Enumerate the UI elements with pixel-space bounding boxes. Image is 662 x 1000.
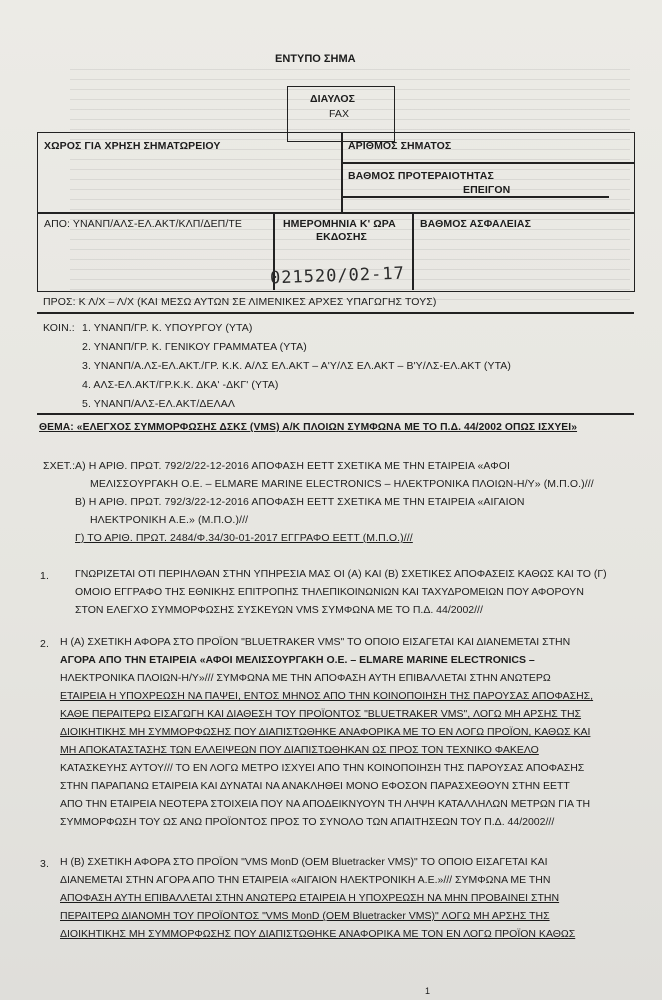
- ref-line: Α) Η ΑΡΙΘ. ΠΡΩΤ. 792/2/22-12-2016 ΑΠΟΦΑΣΗ ΕΕΤΤ ΣΧΕΤΙΚΑ ΜΕ ΤΗΝ ΕΤΑΙΡΕΙΑ «ΑΦΟΙ: [75, 460, 510, 472]
- paragraph-line: ΠΕΡΑΙΤΕΡΩ ΔΙΑΝΟΜΗ ΤΟΥ ΠΡΟΪΟΝΤΟΣ "VMS MonD (OEM Bluetracker VMS)" ΛΟΓΩ ΜΗ ΑΡΣΗΣ ΤΗΣ: [60, 910, 550, 922]
- from-line: ΑΠΟ: ΥΝΑΝΠ/ΑΛΣ-ΕΛ.ΑΚΤ/ΚΛΠ/ΔΕΠ/ΤΕ: [44, 218, 242, 230]
- koin-label: ΚΟΙΝ.:: [43, 322, 75, 334]
- paragraph-line: ΚΑΤΑΣΚΕΥΗΣ ΑΥΤΟΥ/// ΤΟ ΕΝ ΛΟΓΩ ΜΕΤΡΟ ΙΣΧΥΕΙ ΑΠΟ ΤΗΝ ΚΟΙΝΟΠΟΙΗΣΗ ΤΗΣ ΠΑΡΟΥΣΑΣ ΑΠΟΦΑΣΗΣ: [60, 762, 585, 774]
- table-divider: [37, 212, 634, 214]
- paragraph-line: ΣΤΟΝ ΕΛΕΓΧΟ ΣΥΜΜΟΡΦΩΣΗΣ ΣΥΣΚΕΥΩΝ VMS ΣΥΜΦΩΝΑ ΜΕ ΤΟ Π.Δ. 44/2002///: [75, 604, 483, 616]
- koin-item: 3. ΥΝΑΝΠ/Α.ΛΣ-ΕΛ.ΑΚΤ./ΓΡ. Κ.Κ. Α/ΛΣ ΕΛ.ΑΚΤ – Α'Υ/ΛΣ ΕΛ.ΑΚΤ – Β'Υ/ΛΣ-ΕΛ.ΑΚΤ (ΥΤΑ): [82, 360, 512, 372]
- ref-line: ΜΕΛΙΣΣΟΥΡΓΑΚΗ Ο.Ε. – ELMARE MARINE ELECTRONICS – ΗΛΕΚΤΡΟΝΙΚΑ ΠΛΟΙΩΝ-Η/Υ» (Μ.Π.Ο.)///: [90, 478, 594, 490]
- paragraph-line: Η (Α) ΣΧΕΤΙΚΗ ΑΦΟΡΑ ΣΤΟ ΠΡΟΪΟΝ "BLUETRAKER VMS" ΤΟ ΟΠΟΙΟ ΕΙΣΑΓΕΤΑΙ ΚΑΙ ΔΙΑΝΕΜΕΤΑΙ ΣΤΗΝ: [60, 636, 571, 648]
- paragraph-line: ΑΠΟΦΑΣΗ ΑΥΤΗ ΕΠΙΒΑΛΛΕΤΑΙ ΣΤΗΝ ΑΝΩΤΕΡΩ ΕΤΑΙΡΕΙΑ Η ΥΠΟΧΡΕΩΣΗ ΝΑ ΜΗΝ ΠΡΟΒΑΙΝΕΙ ΣΤΗΝ: [60, 892, 560, 904]
- subject-line: ΘΕΜΑ: «ΕΛΕΓΧΟΣ ΣΥΜΜΟΡΦΩΣΗΣ ΔΣΚΣ (VMS) Α/Κ ΠΛΟΙΩΝ ΣΥΜΦΩΝΑ ΜΕ ΤΟ Π.Δ. 44/2002 ΟΠΩΣ ΙΣΧΥΕΙ»: [39, 422, 578, 433]
- paragraph-line: ΑΓΟΡΑ ΑΠΟ ΤΗΝ ΕΤΑΙΡΕΙΑ «ΑΦΟΙ ΜΕΛΙΣΣΟΥΡΓΑΚΗ Ο.Ε. – ELMARE MARINE ELECTRONICS –: [60, 654, 535, 666]
- koin-item: 2. ΥΝΑΝΠ/ΓΡ. Κ. ΓΕΝΙΚΟΥ ΓΡΑΜΜΑΤΕΑ (ΥΤΑ): [82, 341, 307, 353]
- paragraph-line: ΟΜΟΙΟ ΕΓΓΡΑΦΟ ΤΗΣ ΕΘΝΙΚΗΣ ΕΠΙΤΡΟΠΗΣ ΤΗΛΕΠΙΚΟΙΝΩΝΙΩΝ ΚΑΙ ΤΑΧΥΔΡΟΜΕΙΩΝ ΠΟΥ ΑΦΟΡΟΥΝ: [75, 586, 584, 598]
- channel-label: ΔΙΑΥΛΟΣ: [310, 93, 356, 105]
- paragraph-line: ΜΗ ΑΠΟΚΑΤΑΣΤΑΣΗΣ ΤΩΝ ΕΛΛΕΙΨΕΩΝ ΠΟΥ ΔΙΑΠΙΣΤΩΘΗΚΑΝ ΩΣ ΠΡΟΣ ΤΟΝ ΤΕΧΝΙΚΟ ΦΑΚΕΛΟ: [60, 744, 539, 756]
- channel-value: FAX: [329, 108, 350, 120]
- paragraph-1: [75, 565, 630, 619]
- refs-label: ΣΧΕΤ.:: [43, 460, 76, 472]
- security-label: ΒΑΘΜΟΣ ΑΣΦΑΛΕΙΑΣ: [420, 218, 532, 230]
- priority-label: ΒΑΘΜΟΣ ΠΡΟΤΕΡΑΙΟΤΗΤΑΣ: [348, 170, 494, 182]
- paragraph-line: ΚΑΘΕ ΠΕΡΑΙΤΕΡΩ ΕΙΣΑΓΩΓΗ ΚΑΙ ΔΙΑΘΕΣΗ ΤΟΥ ΠΡΟΪΟΝΤΟΣ "BLUETRAKER VMS", ΛΟΓΩ ΜΗ ΑΡΣΗΣ ΤΗΣ: [60, 708, 582, 720]
- paragraph-line: ΗΛΕΚΤΡΟΝΙΚΑ ΠΛΟΙΩΝ-Η/Υ»/// ΣΥΜΦΩΝΑ ΜΕ ΤΗΝ ΑΠΟΦΑΣΗ ΑΥΤΗ ΕΠΙΒΑΛΛΕΤΑΙ ΣΤΗΝ ΑΝΩΤΕΡΩ: [60, 672, 551, 684]
- datetime-label: ΗΜΕΡΟΜΗΝΙΑ Κ' ΩΡΑ: [283, 218, 396, 230]
- paragraph-line: ΔΙΟΙΚΗΤΙΚΗΣ ΜΗ ΣΥΜΜΟΡΦΩΣΗΣ ΠΟΥ ΔΙΑΠΙΣΤΩΘΗΚΕ ΑΝΑΦΟΡΙΚΑ ΜΕ ΤΟΝ ΕΝ ΛΟΓΩ ΠΡΟΪΟΝ ΚΑΘΩΣ: [60, 928, 576, 940]
- table-divider: [412, 212, 414, 290]
- priority-value: ΕΠΕΙΓΟΝ: [463, 184, 511, 196]
- form-title: ΕΝΤΥΠΟ ΣΗΜΑ: [275, 53, 356, 65]
- paragraph-line: ΑΠΟ ΤΗΝ ΕΤΑΙΡΕΙΑ ΝΕΟΤΕΡΑ ΣΤΟΙΧΕΙΑ ΠΟΥ ΝΑ ΑΠΟΔΕΙΚΝΥΟΥΝ ΤΗ ΛΗΨΗ ΚΑΤΑΛΛΗΛΩΝ ΜΕΤΡΩΝ ΓΙΑ ΤΗ: [60, 798, 591, 810]
- koin-item: 5. ΥΝΑΝΠ/ΑΛΣ-ΕΛ.ΑΚΤ/ΔΕΛΑΛ: [82, 398, 235, 410]
- table-divider: [341, 132, 343, 212]
- paragraph-number: 3.: [40, 858, 49, 870]
- paragraph-number: 2.: [40, 638, 49, 650]
- paragraph-2: [60, 633, 630, 831]
- paragraph-line: ΣΥΜΜΟΡΦΩΣΗ ΤΟΥ ΩΣ ΑΝΩ ΠΡΟΪΟΝΤΟΣ ΠΡΟΣ ΤΟ ΣΥΝΟΛΟ ΤΩΝ ΑΠΑΙΤΗΣΕΩΝ ΤΟΥ Π.Δ. 44/2002///: [60, 816, 555, 828]
- ref-line: Γ) ΤΟ ΑΡΙΘ. ΠΡΩΤ. 2484/Φ.34/30-01-2017 ΕΓΓΡΑΦΟ ΕΕΤΤ (Μ.Π.Ο.)///: [75, 532, 413, 544]
- page-mark: 1: [425, 986, 431, 996]
- ref-line: Β) Η ΑΡΙΘ. ΠΡΩΤ. 792/3/22-12-2016 ΑΠΟΦΑΣΗ ΕΕΤΤ ΣΧΕΤΙΚΑ ΜΕ ΤΗΝ ΕΤΑΙΡΕΙΑ «ΑΙΓΑΙΟΝ: [75, 496, 525, 508]
- datetime-label-2: ΕΚΔΟΣΗΣ: [316, 231, 367, 243]
- paragraph-line: ΔΙΟΙΚΗΤΙΚΗΣ ΜΗ ΣΥΜΜΟΡΦΩΣΗΣ ΠΟΥ ΔΙΑΠΙΣΤΩΘΗΚΕ ΑΝΑΦΟΡΙΚΑ ΜΕ ΤΟ ΕΝ ΛΟΓΩ ΠΡΟΪΟΝ, ΚΑΘΩΣ ΚΑΙ: [60, 726, 591, 738]
- paragraph-number: 1.: [40, 570, 49, 582]
- paragraph-line: ΕΤΑΙΡΕΙΑ Η ΥΠΟΧΡΕΩΣΗ ΝΑ ΠΑΨΕΙ, ΕΝΤΟΣ ΜΗΝΟΣ ΑΠΟ ΤΗΝ ΚΟΙΝΟΠΟΙΗΣΗ ΤΗΣ ΠΑΡΟΥΣΑΣ ΑΠΟΦΑΣΗΣ,: [60, 690, 594, 702]
- koin-item: 4. ΑΛΣ-ΕΛ.ΑΚΤ/ΓΡ.Κ.Κ. ΔΚΑ' -ΔΚΓ' (ΥΤΑ): [82, 379, 279, 391]
- paragraph-line: Η (Β) ΣΧΕΤΙΚΗ ΑΦΟΡΑ ΣΤΟ ΠΡΟΪΟΝ "VMS MonD (OEM Bluetracker VMS)" ΤΟ ΟΠΟΙΟ ΕΙΣΑΓΕΤΑΙ ΚΑΙ: [60, 856, 548, 868]
- section-divider: [37, 312, 634, 314]
- section-divider: [37, 413, 634, 415]
- table-divider: [341, 162, 634, 164]
- koin-item: 1. ΥΝΑΝΠ/ΓΡ. Κ. ΥΠΟΥΡΓΟΥ (ΥΤΑ): [82, 322, 253, 334]
- ref-line: ΗΛΕΚΤΡΟΝΙΚΗ Α.Ε.» (Μ.Π.Ο.)///: [90, 514, 249, 526]
- paragraph-line: ΣΤΗΝ ΠΑΡΑΠΑΝΩ ΕΤΑΙΡΕΙΑ ΚΑΙ ΔΥΝΑΤΑΙ ΝΑ ΑΝΑΚΛΗΘΕΙ ΜΟΝΟ ΕΦΟΣΟΝ ΠΑΡΑΣΧΕΘΟΥΝ ΣΤΗΝ ΕΕΤΤ: [60, 780, 570, 792]
- handwritten-datetime: 021520/02-17: [269, 263, 406, 289]
- signal-office-label: ΧΩΡΟΣ ΓΙΑ ΧΡΗΣΗ ΣΗΜΑΤΩΡΕΙΟΥ: [44, 140, 221, 152]
- paragraph-line: ΓΝΩΡΙΖΕΤΑΙ ΟΤΙ ΠΕΡΙΗΛΘΑΝ ΣΤΗΝ ΥΠΗΡΕΣΙΑ ΜΑΣ ΟΙ (Α) ΚΑΙ (Β) ΣΧΕΤΙΚΕΣ ΑΠΟΦΑΣΕΙΣ ΚΑΘΩΣ ΚΑΙ ΤΟ (Γ): [75, 568, 607, 580]
- paragraph-line: ΔΙΑΝΕΜΕΤΑΙ ΣΤΗΝ ΑΓΟΡΑ ΑΠΟ ΤΗΝ ΕΤΑΙΡΕΙΑ «ΑΙΓΑΙΟΝ ΗΛΕΚΤΡΟΝΙΚΗ Α.Ε.»/// ΣΥΜΦΩΝΑ ΜΕ ΤΗΝ: [60, 874, 551, 886]
- to-line: ΠΡΟΣ: Κ Λ/Χ – Λ/Χ (ΚΑΙ ΜΕΣΩ ΑΥΤΩΝ ΣΕ ΛΙΜΕΝΙΚΕΣ ΑΡΧΕΣ ΥΠΑΓΩΓΗΣ ΤΟΥΣ): [43, 296, 437, 308]
- paragraph-3: [60, 853, 630, 943]
- signal-number-label: ΑΡΙΘΜΟΣ ΣΗΜΑΤΟΣ: [348, 140, 452, 152]
